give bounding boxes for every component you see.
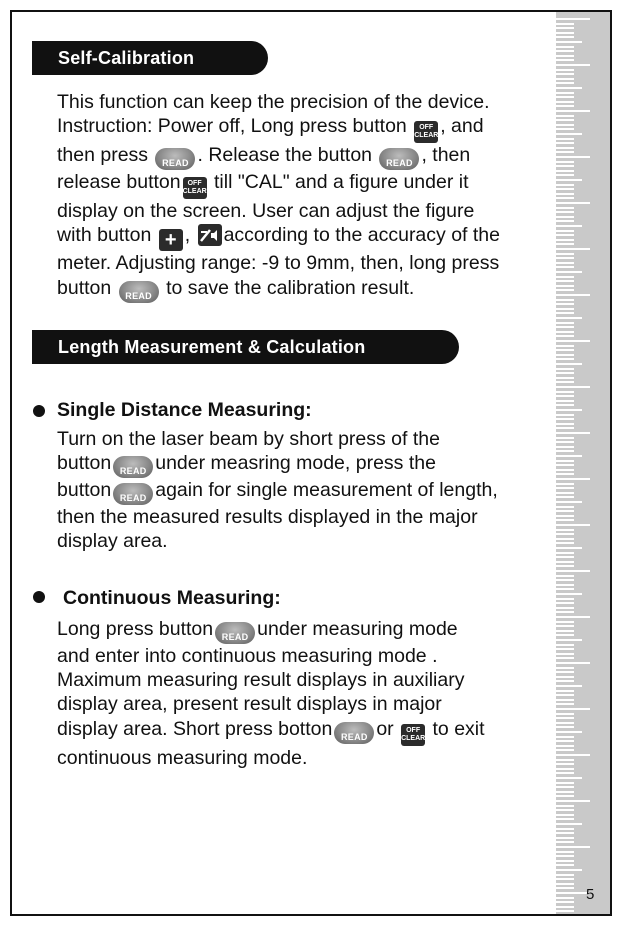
ruler-tick	[556, 814, 574, 816]
ruler-tick	[556, 289, 574, 291]
ruler-tick	[556, 685, 582, 687]
read-key-icon: READ	[379, 148, 419, 170]
ruler-tick	[556, 846, 590, 848]
ruler-tick	[556, 726, 574, 728]
ruler-tick	[556, 358, 574, 360]
ruler-tick	[556, 294, 590, 296]
ruler-tick	[556, 133, 582, 135]
ruler-tick	[556, 529, 574, 531]
ruler-tick	[556, 266, 574, 268]
ruler-tick	[556, 621, 574, 623]
ruler-tick	[556, 611, 574, 613]
text-line: display on the screen. User can adjust the figure	[57, 200, 475, 223]
ruler-tick	[556, 483, 574, 485]
ruler-tick	[556, 455, 582, 457]
text-line: release button OFF CLEAR till "CAL" and a figure under it	[57, 170, 500, 199]
ruler-tick	[556, 851, 574, 853]
ruler-tick	[556, 602, 574, 604]
text-line: then the measured results displayed in the major	[57, 506, 478, 529]
ruler-tick	[556, 299, 574, 301]
ruler-tick	[556, 225, 582, 227]
ruler-tick	[556, 593, 582, 595]
text-line: Turn on the laser beam by short press of the	[57, 428, 440, 450]
continuous-measuring-text	[57, 617, 485, 770]
ruler-tick	[556, 64, 590, 66]
ruler-tick	[556, 667, 574, 669]
ruler-tick	[556, 363, 582, 365]
ruler-tick	[556, 345, 574, 347]
ruler-tick	[556, 680, 574, 682]
ruler-tick	[556, 285, 574, 287]
ruler-tick	[556, 262, 574, 264]
ruler-tick	[556, 584, 574, 586]
ruler-tick	[556, 772, 574, 774]
ruler-tick	[556, 368, 574, 370]
ruler-tick	[556, 105, 574, 107]
ruler-tick	[556, 883, 574, 885]
ruler-tick	[556, 119, 574, 121]
ruler-tick	[556, 639, 582, 641]
ruler-tick	[556, 510, 574, 512]
text-line: display area.	[57, 530, 168, 553]
ruler-tick	[556, 377, 574, 379]
ruler-tick	[556, 487, 574, 489]
ruler-tick	[556, 23, 574, 25]
ruler-tick	[556, 27, 574, 29]
ruler-tick	[556, 473, 574, 475]
ruler-tick	[556, 717, 574, 719]
ruler-tick	[556, 864, 574, 866]
ruler-tick	[556, 887, 574, 889]
text-line: display area, present result displays in major	[57, 693, 442, 716]
ruler-tick	[556, 694, 574, 696]
read-key-icon: READ	[113, 483, 153, 505]
ruler-tick	[556, 253, 574, 255]
ruler-tick	[556, 607, 574, 609]
read-key-icon: READ	[119, 281, 159, 303]
ruler-tick	[556, 855, 574, 857]
ruler-tick	[556, 55, 574, 57]
ruler-tick	[556, 823, 582, 825]
ruler-tick	[556, 156, 590, 158]
ruler-tick	[556, 193, 574, 195]
ruler-tick	[556, 906, 574, 908]
ruler-tick	[556, 616, 590, 618]
ruler-tick	[556, 478, 590, 480]
ruler-tick	[556, 50, 574, 52]
ruler-tick	[556, 280, 574, 282]
ruler-tick	[556, 409, 582, 411]
ruler-tick	[556, 110, 590, 112]
ruler-tick	[556, 552, 574, 554]
ruler-tick	[556, 41, 582, 43]
ruler-tick	[556, 372, 574, 374]
text-line: Maximum measuring result displays in auxiliary	[57, 669, 465, 692]
text-line: continuous measuring mode.	[57, 746, 308, 769]
bullet-icon	[33, 591, 45, 603]
ruler-tick	[556, 446, 574, 448]
ruler-tick	[556, 184, 574, 186]
ruler-tick	[556, 418, 574, 420]
ruler-tick	[556, 501, 582, 503]
ruler-tick	[556, 101, 574, 103]
text-line: display area. Short press botton READ or OFF CLEAR to exit	[57, 717, 485, 746]
ruler-tick	[556, 18, 590, 20]
ruler-tick	[556, 69, 574, 71]
ruler-tick	[556, 450, 574, 452]
ruler-tick	[556, 832, 574, 834]
ruler-tick	[556, 878, 574, 880]
ruler-tick	[556, 386, 590, 388]
read-key-icon: READ	[113, 456, 153, 478]
ruler-tick	[556, 496, 574, 498]
ruler-tick	[556, 78, 574, 80]
ruler-tick	[556, 519, 574, 521]
ruler-tick	[556, 809, 574, 811]
ruler-tick	[556, 561, 574, 563]
ruler-tick	[556, 837, 574, 839]
ruler-tick	[556, 515, 574, 517]
ruler-tick	[556, 805, 574, 807]
ruler-tick	[556, 533, 574, 535]
ruler-tick	[556, 754, 590, 756]
text-line: Instruction: Power off, Long press button OFF CLEAR , and	[57, 114, 500, 143]
ruler-tick	[556, 230, 574, 232]
text-line: This function can keep the precision of the device.	[57, 91, 490, 113]
ruler-tick	[556, 432, 590, 434]
ruler-tick	[556, 179, 582, 181]
ruler-tick	[556, 427, 574, 429]
ruler-tick	[556, 326, 574, 328]
single-distance-title: Single Distance Measuring:	[57, 399, 312, 421]
ruler-tick	[556, 276, 574, 278]
ruler-tick	[556, 151, 574, 153]
ruler-tick	[556, 630, 574, 632]
ruler-tick	[556, 423, 574, 425]
ruler-tick	[556, 46, 574, 48]
ruler-tick	[556, 331, 574, 333]
ruler-tick	[556, 671, 574, 673]
ruler-tick	[556, 82, 574, 84]
ruler-tick	[556, 791, 574, 793]
ruler-tick	[556, 170, 574, 172]
ruler-tick	[556, 874, 574, 876]
ruler-tick	[556, 818, 574, 820]
ruler-tick	[556, 400, 574, 402]
ruler-tick	[556, 598, 574, 600]
ruler-tick	[556, 349, 574, 351]
ruler-tick	[556, 777, 582, 779]
ruler-tick	[556, 625, 574, 627]
read-key-icon: READ	[215, 622, 255, 644]
ruler-tick	[556, 901, 574, 903]
ruler-tick	[556, 634, 574, 636]
ruler-tick	[556, 653, 574, 655]
ruler-edge	[556, 12, 610, 914]
ruler-tick	[556, 248, 590, 250]
ruler-tick	[556, 303, 574, 305]
ruler-tick	[556, 828, 574, 830]
ruler-tick	[556, 736, 574, 738]
ruler-tick	[556, 464, 574, 466]
ruler-tick	[556, 138, 574, 140]
ruler-tick	[556, 542, 574, 544]
ruler-tick	[556, 59, 574, 61]
ruler-tick	[556, 243, 574, 245]
ruler-tick	[556, 174, 574, 176]
ruler-tick	[556, 910, 574, 912]
ruler-tick	[556, 782, 574, 784]
ruler-tick	[556, 73, 574, 75]
minus-backlight-key-icon	[198, 224, 222, 246]
ruler-tick	[556, 317, 582, 319]
off-clear-key-icon: OFF CLEAR	[414, 121, 438, 143]
ruler-tick	[556, 322, 574, 324]
ruler-tick	[556, 96, 574, 98]
ruler-tick	[556, 36, 574, 38]
ruler-tick	[556, 869, 582, 871]
ruler-tick	[556, 731, 582, 733]
ruler-tick	[556, 340, 590, 342]
self-calibration-text	[57, 90, 500, 303]
text-line: Long press button READ under measuring mode	[57, 618, 458, 642]
ruler-tick	[556, 800, 590, 802]
plus-key-icon: +	[159, 229, 183, 251]
ruler-tick	[556, 211, 574, 213]
ruler-tick	[556, 216, 574, 218]
ruler-tick	[556, 188, 574, 190]
ruler-tick	[556, 703, 574, 705]
ruler-tick	[556, 460, 574, 462]
ruler-tick	[556, 257, 574, 259]
ruler-tick	[556, 841, 574, 843]
text-line: meter. Adjusting range: -9 to 9mm, then, long press	[57, 252, 500, 275]
ruler-tick	[556, 713, 574, 715]
text-line: with button + , according to the accuracy of the	[57, 224, 500, 252]
text-line: then press READ . Release the button READ , then	[57, 144, 471, 169]
ruler-tick	[556, 142, 574, 144]
ruler-tick	[556, 441, 574, 443]
ruler-tick	[556, 308, 574, 310]
text-line: button READ to save the calibration result.	[57, 276, 415, 301]
ruler-tick	[556, 579, 574, 581]
bullet-icon	[33, 405, 45, 417]
ruler-tick	[556, 414, 574, 416]
ruler-tick	[556, 506, 574, 508]
ruler-tick	[556, 892, 590, 894]
ruler-tick	[556, 749, 574, 751]
length-measurement-heading: Length Measurement & Calculation	[32, 330, 459, 364]
ruler-tick	[556, 657, 574, 659]
ruler-tick	[556, 161, 574, 163]
ruler-tick	[556, 570, 590, 572]
ruler-tick	[556, 588, 574, 590]
ruler-tick	[556, 648, 574, 650]
ruler-tick	[556, 676, 574, 678]
ruler-tick	[556, 699, 574, 701]
ruler-tick	[556, 786, 574, 788]
ruler-tick	[556, 722, 574, 724]
ruler-tick	[556, 565, 574, 567]
ruler-tick	[556, 763, 574, 765]
ruler-tick	[556, 165, 574, 167]
ruler-tick	[556, 197, 574, 199]
ruler-tick	[556, 92, 574, 94]
ruler-tick	[556, 556, 574, 558]
ruler-tick	[556, 690, 574, 692]
ruler-tick	[556, 391, 574, 393]
text-line: button READ under measring mode, press the	[57, 452, 436, 477]
ruler-tick	[556, 271, 582, 273]
ruler-tick	[556, 538, 574, 540]
single-distance-text	[57, 427, 498, 554]
ruler-tick	[556, 147, 574, 149]
ruler-tick	[556, 469, 574, 471]
text-line: button READ again for single measurement of length,	[57, 479, 498, 504]
ruler-tick	[556, 897, 574, 899]
ruler-tick	[556, 335, 574, 337]
ruler-tick	[556, 115, 574, 117]
ruler-tick	[556, 128, 574, 130]
ruler-tick	[556, 644, 574, 646]
ruler-tick	[556, 239, 574, 241]
ruler-tick	[556, 662, 590, 664]
ruler-tick	[556, 87, 582, 89]
ruler-tick	[556, 381, 574, 383]
ruler-tick	[556, 202, 590, 204]
text-line: and enter into continuous measuring mode .	[57, 645, 438, 667]
ruler-tick	[556, 745, 574, 747]
ruler-tick	[556, 795, 574, 797]
page-number: 5	[586, 886, 595, 903]
ruler-tick	[556, 354, 574, 356]
ruler-tick	[556, 32, 574, 34]
ruler-tick	[556, 759, 574, 761]
ruler-tick	[556, 404, 574, 406]
ruler-tick	[556, 437, 574, 439]
ruler-tick	[556, 575, 574, 577]
ruler-tick	[556, 708, 590, 710]
ruler-tick	[556, 312, 574, 314]
continuous-measuring-title: Continuous Measuring:	[63, 587, 281, 609]
ruler-tick	[556, 492, 574, 494]
ruler-tick	[556, 524, 590, 526]
read-key-icon: READ	[155, 148, 195, 170]
ruler-tick	[556, 768, 574, 770]
ruler-tick	[556, 740, 574, 742]
off-clear-key-icon: OFF CLEAR	[183, 177, 207, 199]
ruler-tick	[556, 124, 574, 126]
ruler-tick	[556, 234, 574, 236]
ruler-tick	[556, 207, 574, 209]
ruler-tick	[556, 220, 574, 222]
read-key-icon: READ	[334, 722, 374, 744]
ruler-tick	[556, 395, 574, 397]
off-clear-key-icon: OFF CLEAR	[401, 724, 425, 746]
ruler-tick	[556, 860, 574, 862]
ruler-tick	[556, 547, 582, 549]
self-calibration-heading: Self-Calibration	[32, 41, 268, 75]
